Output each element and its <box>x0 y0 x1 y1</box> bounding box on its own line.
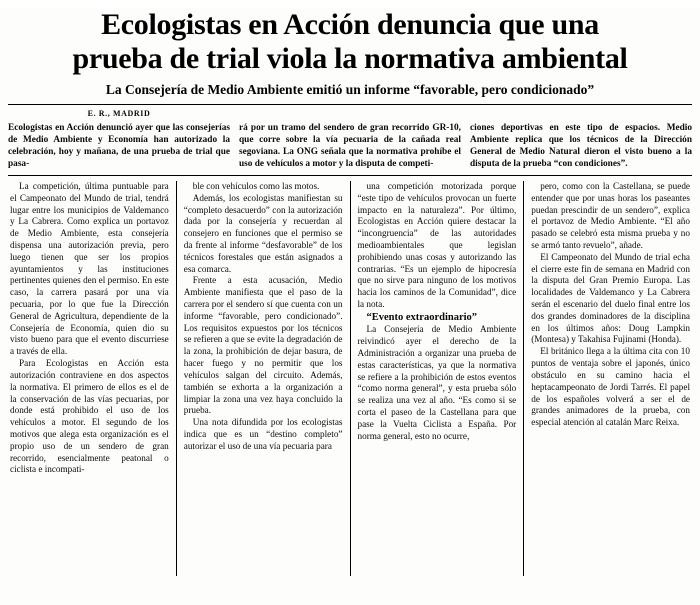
lead-text-3: ciones deportivas en este tipo de espacios. Medio Ambiente replica que los técnicos de la Dirección General de Medio Natural dieron el visto bueno a la disputa de la prueba “con condiciones”. <box>470 122 692 169</box>
body-paragraph: ble con vehículos como las motos. <box>192 180 320 191</box>
body-paragraph: El británico llega a la última cita con 10 puntos de ventaja sobre el japonés, único obstáculo en su camino hacia el heptacampeonato de Jordi Tarrés. El papel de los españoles volverá a ser el de grandes animadores de la prueba, con especial atención al catalán Marc Reixa. <box>531 346 690 428</box>
page-title <box>16 8 684 75</box>
newspaper-page <box>0 8 700 605</box>
body-column-3 <box>350 181 524 576</box>
body-paragraph: Frente a esta acusación, Medio Ambiente manifiesta que el paso de la carrera por el sendero sí que cuenta con un informe “favorable, pero condicionado”. Los requisitos expuestos por los técnicos se refieren a que se evite la degradación de la zona, la prohibición de dejar basura, de hacer fuego y no permitir que los vehículos salgan del circuito. Además, también se exhorta a la organización a limpiar la zona una vez haya concluido la prueba. <box>183 275 343 416</box>
section-subheading: “Evento extraordinario” <box>366 311 478 323</box>
body-paragraph: pero, como con la Castellana, se puede entender que por unas horas los paseantes puedan prescindir de un sendero”, explica el portavoz de Medio Ambiente. “El año pasado se celebró esta misma prueba y no se armó tanto revuelo”, añade. <box>531 180 690 250</box>
lead-column-3 <box>470 109 692 170</box>
body-paragraph: La competición, última puntuable para el Campeonato del Mundo de trial, tendrá lugar entre los municipios de Valdemanco y La Cabrera. Como explica un portavoz de Medio Ambiente, esta consejería dispensa una autorización previa, pero luego tienen que ser los propios ayuntamientos y las instituciones pertinentes quienes den el permiso. En este caso, la carrera pasará por una vía pecuaria, por lo que fue la Dirección General de Agricultura, dependiente de la Consejería de Economía, quien dio su visto bueno para que el evento discurriese a través de ella. <box>10 180 169 357</box>
body-paragraph: Para Ecologistas en Acción esta autorización contraviene en dos aspectos la normativa. El primero de ellos es el de la conservación de las vías pecuarias, por donde está prohibido el uso de los vehículos a motor. El segundo de los motivos que alega esta organización es el propio uso de un sendero de gran recorrido, esencialmente peatonal o ciclista e incompati- <box>10 358 169 475</box>
lead-column-2 <box>239 109 461 170</box>
body-column-1 <box>8 181 176 576</box>
body-paragraph: El Campeonato del Mundo de trial echa el cierre este fin de semana en Madrid con la disputa del Gran Premio Europa. Las localidades de Valdemanco y La Cabrera serán el escenario del duelo final entre los dos grandes dominadores de la disciplina en los últimos años: Doug Lampkin (Montesa) y Takahisa Fujinami (Honda). <box>531 251 690 345</box>
lead-text-1: Ecologistas en Acción denunció ayer que las consejerías de Medio Ambiente y Economía han autorizado la celebración, hoy y mañana, de una prueba de trial que pasa- <box>8 122 230 169</box>
divider-top <box>8 104 692 105</box>
body-column-4 <box>523 181 692 576</box>
body-paragraph: Además, los ecologistas manifiestan su “completo desacuerdo” con la autorización dada por la consejería y recuerdan al consejero en funciones que el permiso se da frente al informe “desfavorable” de los técnicos forestales que están asignados a esa comarca. <box>183 192 343 274</box>
subheadline: La Consejería de Medio Ambiente emitió un informe “favorable, pero condicionado” <box>105 82 595 98</box>
divider-lead <box>8 175 692 176</box>
body-paragraph: La Consejería de Medio Ambiente reivindicó ayer el derecho de la Administración a organizar una prueba de estas características, ya que la normativa se refiere a la prohibición de estos eventos “como norma general”, y esta prueba sólo se realiza una vez al año. “Es como si se corta el paseo de la Castellana para que pase la Vuelta Ciclista a España. Por norma general, esto no ocurre, <box>357 324 517 441</box>
body-paragraph: una competición motorizada porque “este tipo de vehículos provocan un fuerte impacto en la naturaleza”. Por último, Ecologistas en Acción quiere destacar la “incongruencia” de las autoridades medioambientales que legislan prohibiendo unas cosas y autorizando las contrarias. “Es un ejemplo de hipocresía que no sirve para ninguno de los motivos hacia los caminos de la Comunidad”, dice la nota. <box>357 180 517 310</box>
headline-line-2: prueba de trial viola la normativa ambiental <box>72 41 628 75</box>
lead-paragraph-block <box>8 109 692 170</box>
byline: E. R., MADRID <box>87 109 151 119</box>
body-paragraph: Una nota difundida por los ecologistas indica que es un “destino completo” autorizar el uso de una vía pecuaria para <box>183 417 343 451</box>
headline-line-1: Ecologistas en Acción denuncia que una <box>101 8 599 41</box>
lead-column-1 <box>8 109 230 170</box>
body-column-2 <box>176 181 350 576</box>
body-columns <box>8 181 692 576</box>
lead-text-2: rá por un tramo del sendero de gran recorrido GR-10, que corre sobre la vía pecuaria de la cañada real segoviana. La ONG señala que la normativa prohíbe el uso de vehículos a motor y la disputa de competi- <box>239 122 461 169</box>
